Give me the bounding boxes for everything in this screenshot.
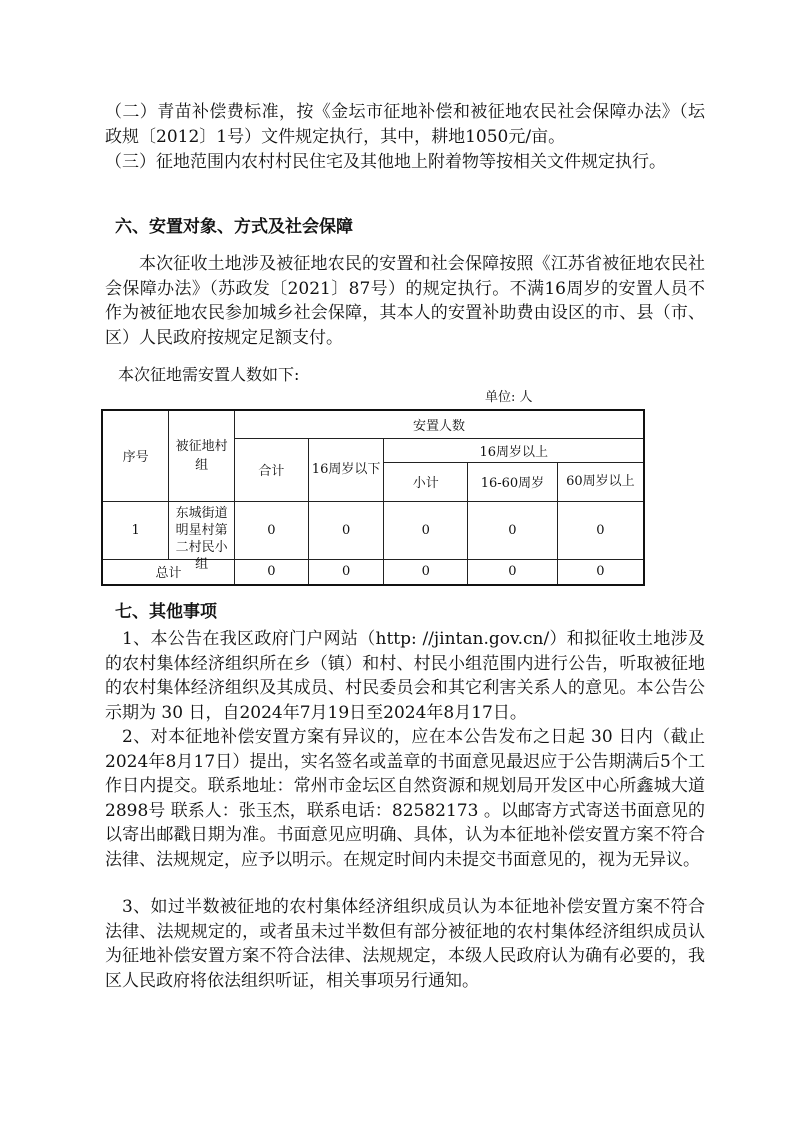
header-over16: 16周岁以上 (384, 438, 644, 462)
item-two-paragraph: 2、对本征地补偿安置方案有异议的，应在本公告发布之日起 30 日内（截止2024年8月17日）提出，实名签名或盖章的书面意见最迟应于公告期满后5个工作日内提交。联系地址：常州市金坛区自然资源和规划局开发区中心所鑫城大道2898号 联系人：张玉杰，联系电话：82582173 。以邮寄方式寄送书面意见的以寄出邮戳日期为准。书面意见应明确、具体，认为本征地补偿安置方案不符合法律、法规规定，应予以明示。在规定时间内未提交书面意见的，视为无异议。 (105, 727, 705, 870)
section-seven-heading: 七、其他事项 (115, 602, 217, 622)
section-six-body: 本次征收土地涉及被征地农民的安置和社会保障按照《江苏省被征地农民社会保障办法》（苏政发〔2021〕87号）的规定执行。不满16周岁的安置人员不作为被征地农民参加城乡社会保障，其本人的安置补助费由设区的市、县（市、区）人民政府按规定足额支付。 (105, 254, 705, 348)
sum-subtotal: 0 (384, 559, 468, 585)
sum-label: 总计 (102, 559, 235, 585)
row-village-group (169, 501, 235, 572)
sum-total: 0 (235, 559, 309, 585)
section-six-heading: 六、安置对象、方式及社会保障 (115, 217, 353, 237)
table-header-row-1 (102, 410, 644, 438)
header-village-group: 被征地村组 (169, 410, 235, 501)
paragraph-attachments: （三）征地范围内农村村民住宅及其他地上附着物等按相关文件规定执行。 (105, 152, 666, 172)
sum-over60: 0 (557, 559, 644, 585)
item-one-paragraph: 1、本公告在我区政府门户网站（http: //jintan.gov.cn/）和拟征收土地涉及的农村集体经济组织所在乡（镇）和村、村民小组范围内进行公告，听取被征地的农村集体经济组织及其成员、村民委员会和其它利害关系人的意见。本公告公示期为 30 日，自2024年7月19日至2024年8月17日。 (105, 629, 705, 723)
row-over60: 0 (557, 501, 644, 559)
resettlement-table (101, 409, 645, 586)
table-unit-label: 单位: 人 (485, 390, 533, 405)
header-under16: 16周岁以下 (308, 438, 384, 501)
header-resettle-count: 安置人数 (235, 410, 645, 438)
sum-age16-60: 0 (468, 559, 558, 585)
table-intro: 本次征地需安置人数如下: (118, 365, 300, 384)
header-subtotal: 小计 (384, 462, 468, 501)
row-subtotal: 0 (384, 501, 468, 559)
sum-under16: 0 (308, 559, 384, 585)
header-seq: 序号 (102, 410, 169, 501)
row-under16: 0 (308, 501, 384, 559)
row-village-group-text: 东城街道明星村第二村民小组 (175, 506, 228, 572)
item-three-paragraph: 3、如过半数被征地的农村集体经济组织成员认为本征地补偿安置方案不符合法律、法规规定的，或者虽未过半数但有部分被征地的农村集体经济组织成员认为征地补偿安置方案不符合法律、法规规定，本级人民政府认为确有必要的，我区人民政府将依法组织听证，相关事项另行通知。 (105, 897, 705, 991)
row-total: 0 (235, 501, 309, 559)
header-over60: 60周岁以上 (557, 462, 644, 501)
header-age16-60: 16-60周岁 (468, 462, 558, 501)
row-age16-60: 0 (468, 501, 558, 559)
paragraph-seedling-compensation: （二）青苗补偿费标准，按《金坛市征地补偿和被征地农民社会保障办法》（坛政规〔2012〕1号）文件规定执行，其中，耕地1050元/亩。 (105, 102, 705, 147)
table-row (102, 501, 644, 559)
header-total: 合计 (235, 438, 309, 501)
row-seq: 1 (102, 501, 169, 559)
